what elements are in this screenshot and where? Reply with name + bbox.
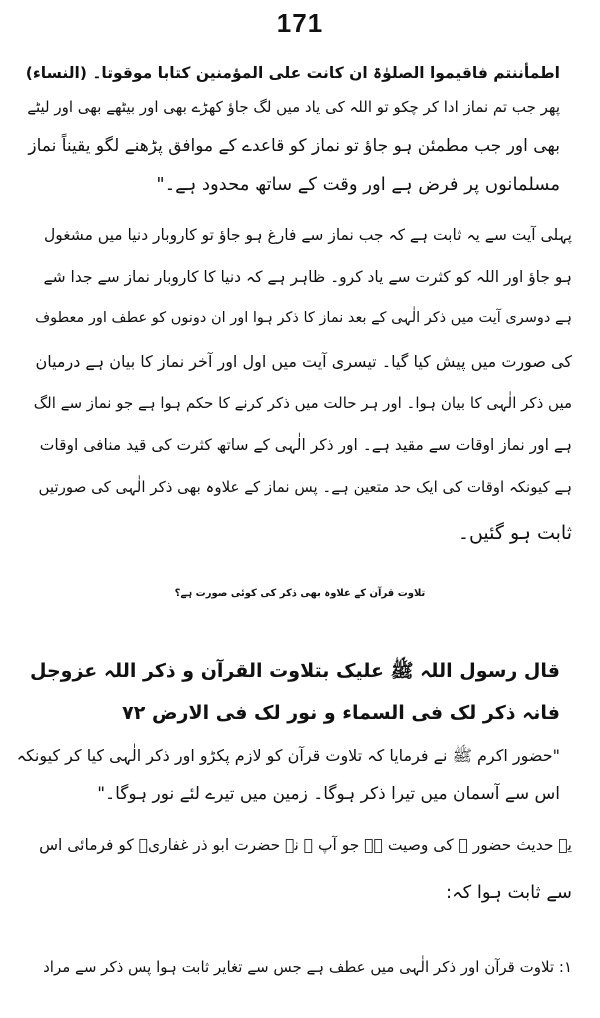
page-number: 171 [276,8,324,38]
hadith-translation-line: "حضور اکرم ﷺ نے فرمایا کہ تلاوت قرآن کو لازم پکڑو اور ذکر الٰہی کیا کر کیونکہ [16,746,560,765]
quran-verse-line: اطمأننتم فاقیموا الصلوٰۃ ان کانت علی المؤمنین کتابا موقوتا۔ (النساء) [25,64,560,82]
paragraph-line: ہے اور نماز اوقات سے مقید ہے۔ اور ذکر الٰہی کے ساتھ کثرت کی قید منافی اوقات [39,436,572,454]
section-heading: تلاوت قرآن کے علاوہ بھی ذکر کی کوئی صورت ہے؟ [174,588,426,599]
paragraph-line: ہے دوسری آیت میں ذکر الٰہی کے بعد نماز کا ذکر ہوا اور ان دونوں کو عطف اور معطوف [35,310,572,326]
paragraph-line: ہو جاؤ اور اللہ کو کثرت سے یاد کرو۔ ظاہر ہے کہ دنیا کا کاروبار نماز سے جدا شے [43,268,572,286]
hadith-arabic-line: قال رسول اللہ ﷺ علیک بتلاوت القرآن و ذکر اللہ عزوجل [30,660,560,682]
paragraph-line: یہ حدیث حضور ﷺ کی وصیت ہے جو آپ ﷺ نے حضرت ابو ذر غفاریؓ کو فرمائی اس [39,836,572,854]
paragraph-line: پہلی آیت سے یہ ثابت ہے کہ جب نماز سے فارغ ہو جاؤ تو کاروبار دنیا میں مشغول [44,226,572,244]
paragraph-line: ہے کیونکہ اوقات کی ایک حد متعین ہے۔ پس نماز کے علاوہ بھی ذکر الٰہی کی صورتیں [38,478,572,496]
paragraph-line: ثابت ہو گئیں۔ [457,522,572,544]
translation-line: پھر جب تم نماز ادا کر چکو تو اللہ کی یاد میں لگ جاؤ کھڑے بھی اور بیٹھے بھی اور لیٹے [27,98,560,116]
translation-line: مسلمانوں پر فرض ہے اور وقت کے ساتھ محدود ہے۔" [156,174,560,195]
hadith-arabic-line: فانہ ذکر لک فی السماء و نور لک فی الارض ۷۲ [122,702,560,724]
paragraph-line: سے ثابت ہوا کہ: [446,882,572,903]
hadith-translation-line: اس سے آسمان میں تیرا ذکر ہوگا۔ زمین میں تیرے لئے نور ہوگا۔" [97,784,560,804]
list-item: ۱: تلاوت قرآن اور ذکر الٰہی میں عطف ہے جس سے تغایر ثابت ہوا پس ذکر سے مراد [43,958,572,976]
paragraph-line: کی صورت میں پیش کیا گیا۔ تیسری آیت میں اول اور آخر نماز کا بیان ہے درمیان [35,352,572,371]
paragraph-line: میں ذکر الٰہی کا بیان ہوا۔ اور ہر حالت میں ذکر کرنے کا حکم ہوا ہے جو نماز سے الگ [33,394,572,412]
translation-line: بھی اور جب مطمئن ہو جاؤ تو نماز کو قاعدے کے موافق پڑھنے لگو یقیناً نماز [28,136,560,156]
